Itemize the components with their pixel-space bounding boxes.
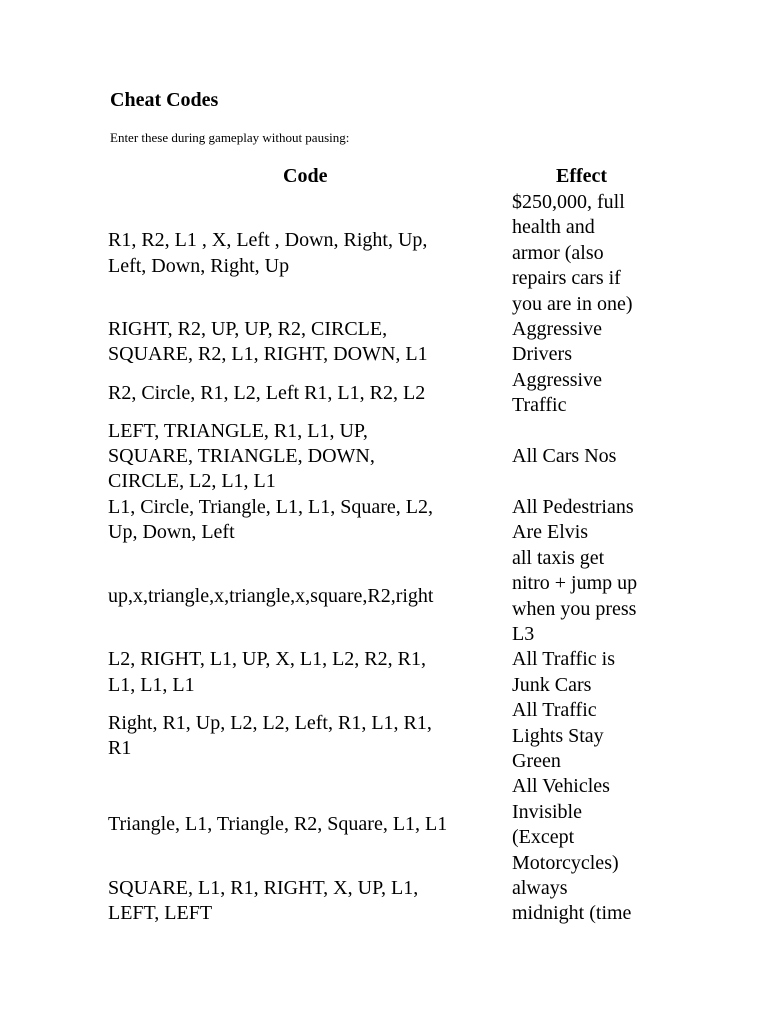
effect-line: Aggressive	[512, 368, 602, 391]
code-line: R2, Circle, R1, L2, Left R1, L1, R2, L2	[108, 381, 426, 404]
effect-line: (Except	[512, 826, 575, 849]
code-cell	[108, 419, 512, 495]
page-title: Cheat Codes	[110, 89, 219, 111]
table-row	[108, 190, 668, 317]
effect-cell	[512, 495, 662, 546]
effect-line: midnight (time	[512, 902, 632, 925]
effect-line: always	[512, 876, 568, 899]
effect-line: Junk Cars	[512, 673, 592, 696]
table-row	[108, 698, 668, 774]
code-line: SQUARE, TRIANGLE, DOWN,	[108, 445, 375, 468]
effect-cell	[512, 546, 662, 648]
code-cell	[108, 381, 512, 406]
effect-cell	[512, 317, 662, 368]
code-cell	[108, 495, 512, 546]
effect-line: Invisible	[512, 800, 582, 823]
effect-cell	[512, 774, 662, 876]
table-row	[108, 546, 668, 648]
effect-cell	[512, 190, 662, 317]
code-line: L2, RIGHT, L1, UP, X, L1, L2, R2, R1,	[108, 648, 426, 671]
code-cell	[108, 876, 512, 927]
code-line: R1, R2, L1 , X, Left , Down, Right, Up,	[108, 229, 428, 252]
code-line: up,x,triangle,x,triangle,x,square,R2,right	[108, 584, 434, 607]
effect-cell	[512, 876, 662, 927]
code-cell	[108, 647, 512, 698]
code-line: SQUARE, L1, R1, RIGHT, X, UP, L1,	[108, 876, 419, 899]
table-row	[108, 317, 668, 368]
code-cell	[108, 228, 512, 279]
page-subtitle: Enter these during gameplay without pausing:	[110, 130, 350, 145]
code-line: L1, Circle, Triangle, L1, L1, Square, L2,	[108, 495, 433, 518]
code-line: L1, L1, L1	[108, 673, 195, 696]
effect-line: all taxis get	[512, 546, 605, 569]
effect-line: Motorcycles)	[512, 851, 619, 874]
code-line: Right, R1, Up, L2, L2, Left, R1, L1, R1,	[108, 711, 432, 734]
table-row	[108, 368, 668, 419]
effect-line: health and	[512, 216, 595, 239]
code-cell	[108, 584, 512, 609]
effect-column-header: Effect	[556, 165, 608, 187]
effect-line: nitro + jump up	[512, 572, 638, 595]
effect-cell	[512, 444, 662, 469]
code-cell	[108, 317, 512, 368]
code-line: Left, Down, Right, Up	[108, 254, 290, 277]
effect-line: Are Elvis	[512, 521, 589, 544]
effect-line: armor (also	[512, 241, 604, 264]
effect-line: L3	[512, 622, 535, 645]
effect-cell	[512, 698, 662, 774]
code-line: R1	[108, 737, 132, 760]
code-line: CIRCLE, L2, L1, L1	[108, 470, 276, 493]
effect-line: All Traffic	[512, 699, 597, 722]
effect-line: repairs cars if	[512, 267, 621, 290]
effect-line: Lights Stay	[512, 724, 604, 747]
table-row	[108, 876, 668, 927]
effect-line: Aggressive	[512, 318, 602, 341]
effect-line: Traffic	[512, 394, 567, 417]
code-column-header: Code	[283, 165, 328, 187]
table-row	[108, 495, 668, 546]
effect-line: when you press	[512, 597, 637, 620]
effect-line: All Vehicles	[512, 775, 610, 798]
code-cell	[108, 711, 512, 762]
code-line: LEFT, TRIANGLE, R1, L1, UP,	[108, 419, 368, 442]
effect-line: you are in one)	[512, 292, 633, 315]
code-cell	[108, 812, 512, 837]
table-row	[108, 419, 668, 495]
effect-line: All Traffic is	[512, 648, 615, 671]
code-line: LEFT, LEFT	[108, 902, 213, 925]
effect-line: $250,000, full	[512, 191, 625, 213]
code-line: Triangle, L1, Triangle, R2, Square, L1, L1	[108, 813, 448, 836]
table-row	[108, 647, 668, 698]
code-line: SQUARE, R2, L1, RIGHT, DOWN, L1	[108, 343, 428, 366]
effect-line: Drivers	[512, 343, 572, 366]
table-row	[108, 774, 668, 876]
cheat-codes-table	[108, 190, 668, 927]
effect-cell	[512, 368, 662, 419]
code-line: RIGHT, R2, UP, UP, R2, CIRCLE,	[108, 318, 388, 341]
code-line: Up, Down, Left	[108, 521, 235, 544]
effect-cell	[512, 647, 662, 698]
effect-line: All Cars Nos	[512, 445, 617, 468]
effect-line: Green	[512, 749, 561, 772]
effect-line: All Pedestrians	[512, 495, 634, 518]
